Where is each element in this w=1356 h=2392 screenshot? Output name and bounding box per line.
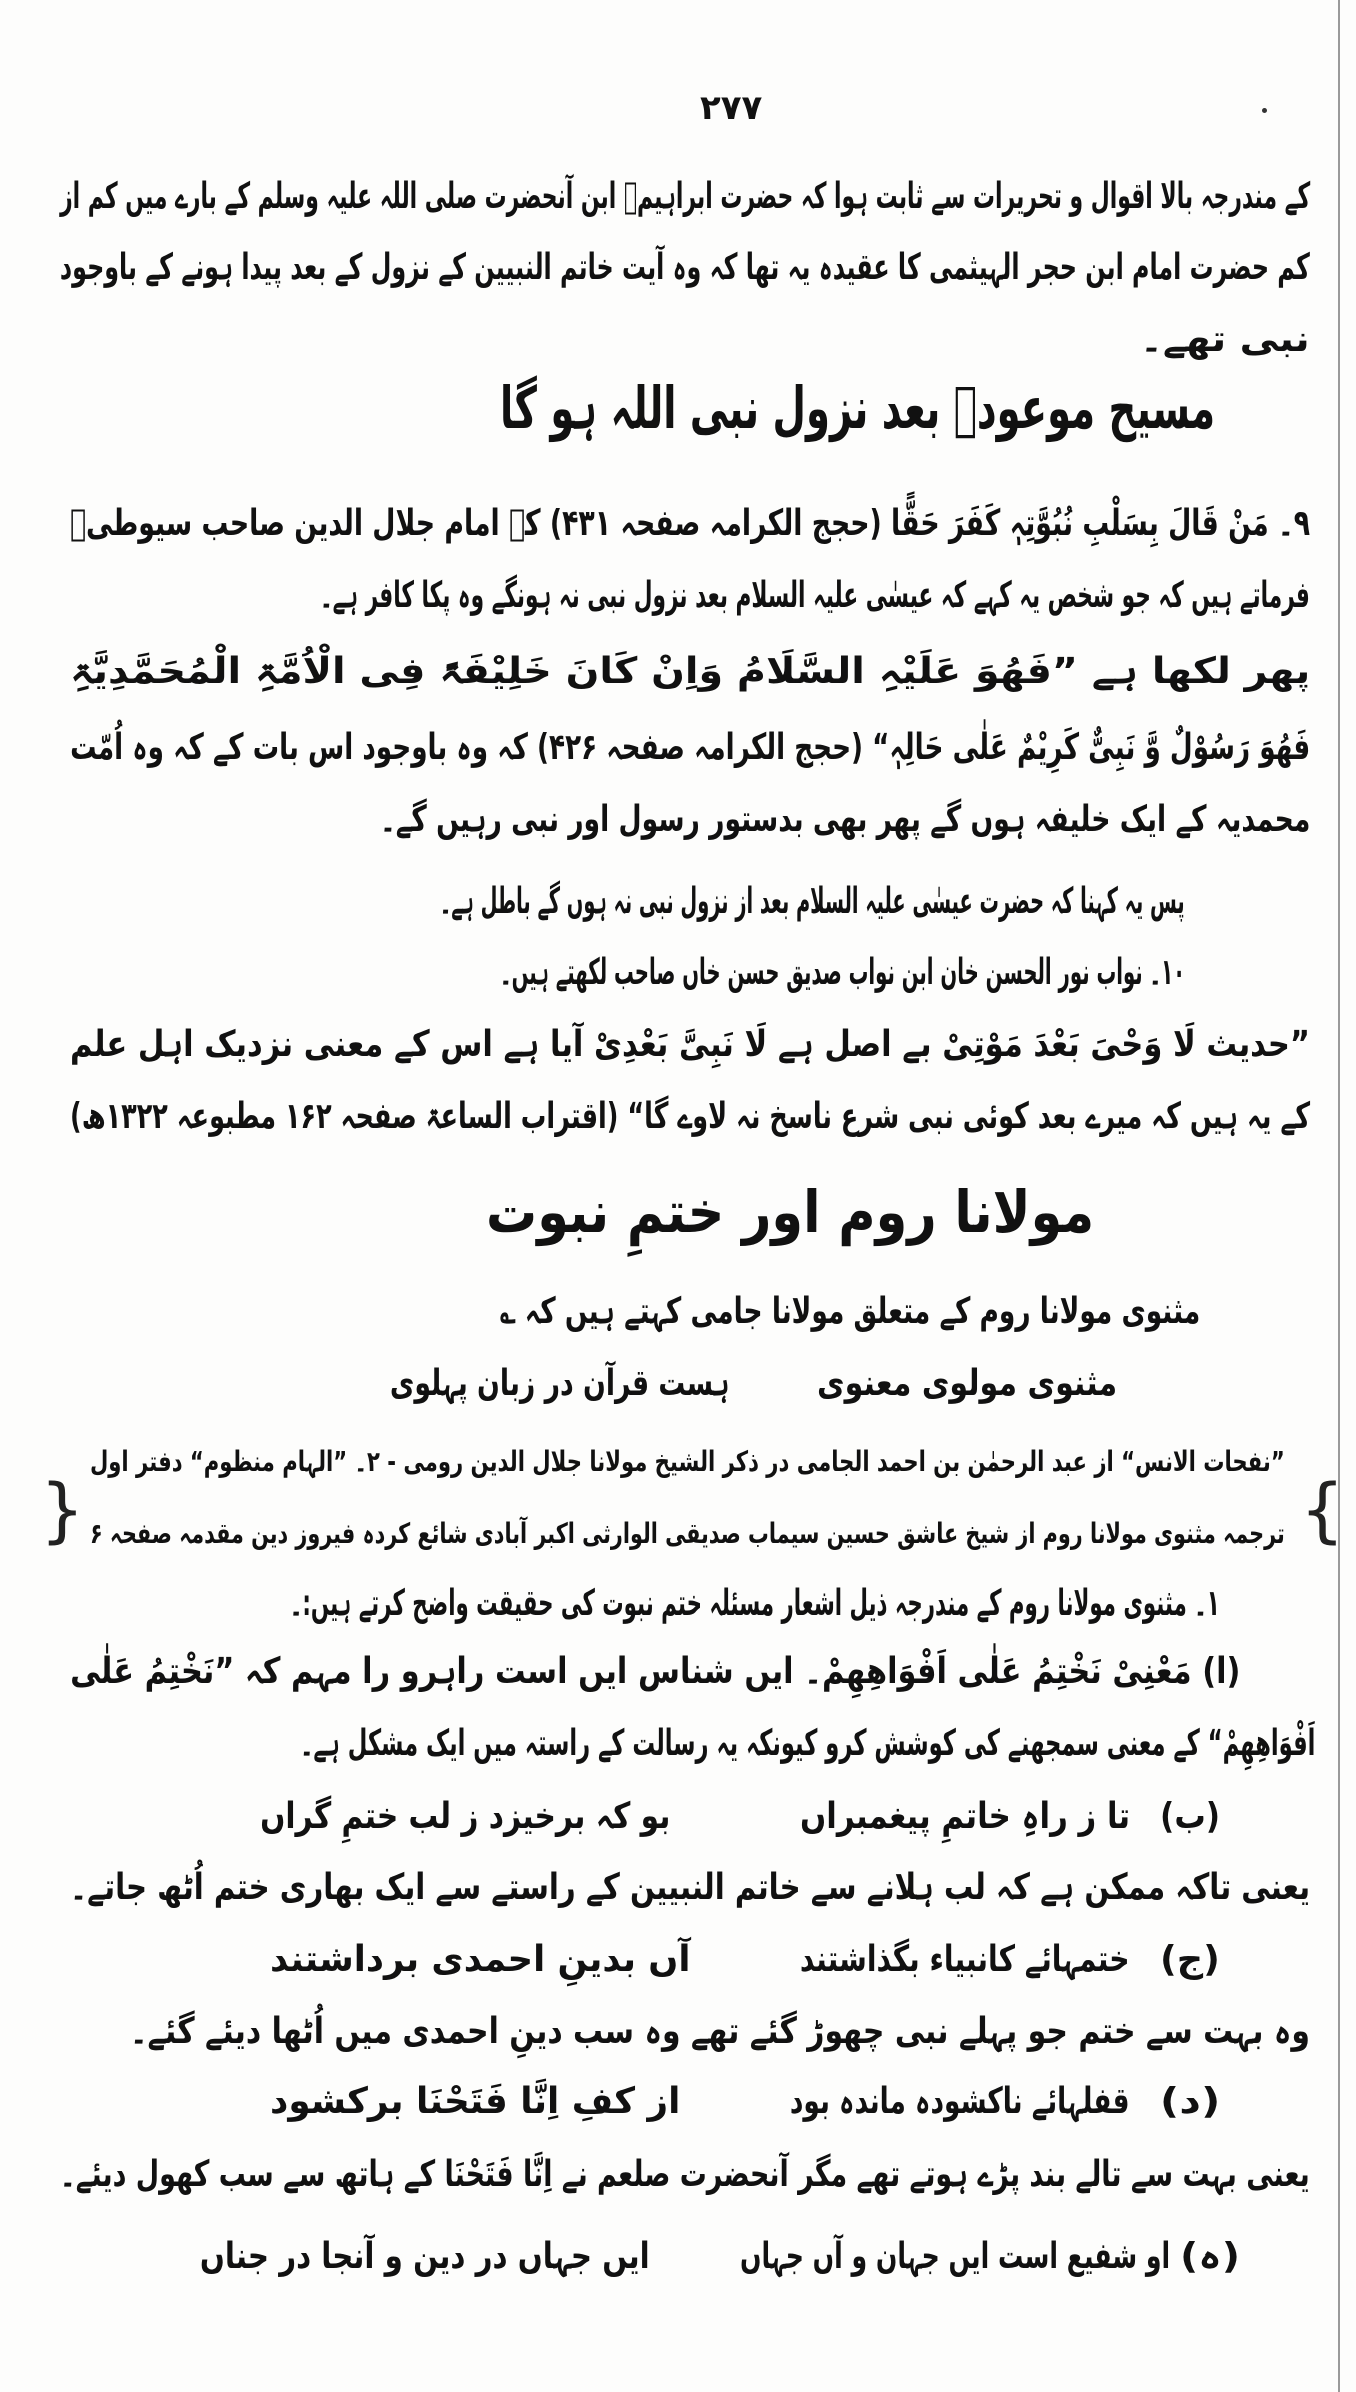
text: ”نفحات الانس“ از عبد الرحمٰن بن احمد الجامی در ذکر الشیخ مولانا جلال الدین رومی - ۲۔ ”الہام منظوم“ دفتر اول bbox=[90, 1445, 1286, 1478]
text: (ب) bbox=[1159, 1796, 1220, 1837]
text-line bbox=[1140, 308, 1310, 372]
text: کم حضرت امام ابن حجر الہیثمی کا عقیدہ یہ تھا کہ وہ آیت خاتم النبیین کے نزول کے بعد پیدا ہونے کے باوجود bbox=[60, 247, 1310, 288]
page-number: ۲۷۷ bbox=[700, 88, 763, 128]
text: ۹۔ مَنْ قَالَ بِسَلْبِ نُبُوَّتِہٖ کَفَرَ حَقًّا (حجج الکرامہ صفحہ ۴۳۱) کہ امام جلال الدین صاحب سیوطیؒ bbox=[69, 503, 1310, 544]
hemistich bbox=[1180, 2225, 1240, 2289]
text: اَفْوَاھِھِمْ“ کے معنی سمجھنے کی کوشش کرو کیونکہ یہ رسالت کے راستہ میں ایک مشکل ہے۔ bbox=[299, 1723, 1315, 1764]
couplet bbox=[390, 1352, 1117, 1416]
text: (ج) bbox=[1160, 1939, 1220, 1980]
hemistich bbox=[1160, 1928, 1220, 1992]
verse-line bbox=[200, 2225, 1240, 2289]
hemistich bbox=[260, 1785, 670, 1849]
text: (ہ) bbox=[1180, 2236, 1240, 2277]
text-line bbox=[70, 1013, 1310, 1077]
hemistich bbox=[200, 2225, 650, 2289]
hemistich bbox=[390, 1352, 730, 1416]
translation-line bbox=[130, 2000, 1310, 2064]
text: مثنوی مولانا روم کے متعلق مولانا جامی کہتے ہیں کہ ؎ bbox=[499, 1291, 1200, 1332]
text-line bbox=[70, 492, 1310, 556]
text: پھر لکھا ہے ”فَھُوَ عَلَیْہِ السَّلَامُ وَاِنْ کَانَ خَلِیْفَۃً فِی الْاُمَّۃِ الْمُحَمَّدِیَّۃِ bbox=[69, 651, 1310, 692]
text-line bbox=[70, 1085, 1310, 1149]
text: ”حدیث لَا وَحْیَ بَعْدَ مَوْتِیْ بے اصل ہے لَا نَبِیَّ بَعْدِیْ آیا ہے اس کے معنی نزدیک اہل علم bbox=[70, 1024, 1310, 1065]
text: (ا) مَعْنِیْ نَخْتِمُ عَلٰی اَفْوَاھِھِمْ۔ ایں شناس ایں است راہرو را مہم کہ ”نَخْتِمُ عَلٰی bbox=[69, 1651, 1240, 1692]
reference-line bbox=[90, 1502, 1285, 1566]
hemistich bbox=[800, 1928, 1130, 1992]
text-line bbox=[70, 640, 1310, 704]
text: فَھُوَ رَسُوْلٌ وَّ نَبِیٌّ کَرِیْمٌ عَلٰی حَالِہٖ“ (حجج الکرامہ صفحہ ۴۲۶) کہ وہ باوجود اس بات کے کہ وہ اُمّت bbox=[69, 727, 1310, 768]
text: او شفیع است ایں جہان و آں جہاں bbox=[739, 2236, 1170, 2277]
text: مولانا روم اور ختمِ نبوت bbox=[485, 1178, 1094, 1246]
scan-page-edge bbox=[1338, 0, 1340, 2392]
left-brace: { bbox=[1300, 1469, 1345, 1551]
hemistich bbox=[1160, 1785, 1220, 1849]
text: ختمہائے کانبیاء بگذاشتند bbox=[800, 1939, 1130, 1980]
text: کے یہ ہیں کہ میرے بعد کوئی نبی شرع ناسخ نہ لاوے گا“ (اقتراب الساعۃ صفحہ ۱۶۲ مطبوعہ ۱۳۲۲ھ) bbox=[69, 1096, 1310, 1137]
hemistich bbox=[270, 2070, 680, 2134]
text-line bbox=[500, 941, 1185, 1005]
scan-speck bbox=[1262, 108, 1267, 113]
text: پس یہ کہنا کہ حضرت عیسٰی علیہ السلام بعد از نزول نبی نہ ہوں گے باطل ہے۔ bbox=[440, 881, 1185, 922]
text-line bbox=[500, 1280, 1200, 1344]
text: تا ز راہِ خاتمِ پیغمبراں bbox=[799, 1796, 1130, 1837]
text-line bbox=[70, 716, 1310, 780]
section-heading bbox=[486, 1172, 1094, 1252]
text: محمدیہ کے ایک خلیفہ ہوں گے پھر بھی بدستور رسول اور نبی رہیں گے۔ bbox=[379, 799, 1310, 840]
text-line bbox=[380, 788, 1310, 852]
text: ۱۔ مثنوی مولانا روم کے مندرجہ ذیل اشعار مسئلہ ختم نبوت کی حقیقت واضح کرتے ہیں:۔ bbox=[290, 1583, 1220, 1624]
text: نبی تھے۔ bbox=[1140, 319, 1310, 360]
text-line bbox=[320, 564, 1310, 628]
hemistich bbox=[817, 1352, 1117, 1416]
text-line bbox=[300, 1712, 1315, 1776]
text: از کفِ اِنَّا فَتَحْنَا برکشود bbox=[269, 2081, 680, 2122]
hemistich bbox=[740, 2225, 1170, 2289]
text: قفلہائے ناکشودہ ماندہ بود bbox=[790, 2081, 1130, 2122]
text: ۱۰۔ نواب نور الحسن خان ابن نواب صدیق حسن خاں صاحب لکھتے ہیں۔ bbox=[499, 952, 1185, 993]
hemistich bbox=[270, 1928, 690, 1992]
text-line bbox=[290, 1572, 1220, 1636]
text: فرماتے ہیں کہ جو شخص یہ کہے کہ عیسٰی علیہ السلام بعد نزول نبی نہ ہونگے وہ پکا کافر ہے۔ bbox=[320, 575, 1310, 616]
text: مثنوی مولوی معنوی bbox=[816, 1363, 1117, 1404]
verse-line bbox=[270, 2070, 1220, 2134]
text: آں بدینِ احمدی برداشتند bbox=[269, 1939, 690, 1980]
verse-line bbox=[270, 1928, 1220, 1992]
reference-line bbox=[90, 1430, 1285, 1494]
text: کے مندرجہ بالا اقوال و تحریرات سے ثابت ہوا کہ حضرت ابراہیمؑ ابن آنحضرت صلی اللہ علیہ وسلم کے بارے میں کم از bbox=[59, 176, 1310, 217]
text: ترجمہ مثنوی مولانا روم از شیخ عاشق حسین سیماب صدیقی الوارثی اکبر آبادی شائع کردہ فیروز دین مقدمہ صفحہ ۶ bbox=[90, 1517, 1285, 1550]
translation-line bbox=[60, 2143, 1310, 2207]
hemistich bbox=[1160, 2070, 1220, 2134]
hemistich bbox=[790, 2070, 1130, 2134]
hemistich bbox=[800, 1785, 1130, 1849]
text-line bbox=[60, 165, 1310, 229]
text: بو کہ برخیزد ز لب ختمِ گراں bbox=[259, 1796, 670, 1837]
text: مسیح موعودؑ بعد نزول نبی اللہ ہو گا bbox=[499, 374, 1215, 442]
text-line bbox=[440, 870, 1185, 934]
text: (د) bbox=[1159, 2081, 1220, 2122]
verse-line bbox=[70, 1640, 1240, 1704]
translation-line bbox=[70, 1856, 1310, 1920]
section-heading bbox=[500, 368, 1215, 448]
text: یعنی بہت سے تالے بند پڑے ہوتے تھے مگر آنحضرت صلعم نے اِنَّا فَتَحْنَا کے ہاتھ سے سب کھول دیئے۔ bbox=[60, 2154, 1310, 2195]
verse-line bbox=[260, 1785, 1220, 1849]
text-line bbox=[60, 236, 1310, 300]
text: ایں جہاں در دین و آنجا در جناں bbox=[200, 2236, 650, 2277]
text: وہ بہت سے ختم جو پہلے نبی چھوڑ گئے تھے وہ سب دینِ احمدی میں اُٹھا دیئے گئے۔ bbox=[130, 2011, 1310, 2052]
right-brace: } bbox=[40, 1469, 85, 1551]
text: ہست قرآن در زبان پہلوی bbox=[390, 1363, 730, 1404]
text: یعنی تاکہ ممکن ہے کہ لب ہلانے سے خاتم النبیین کے راستے سے ایک بھاری ختم اُٹھ جاتے۔ bbox=[69, 1867, 1310, 1908]
